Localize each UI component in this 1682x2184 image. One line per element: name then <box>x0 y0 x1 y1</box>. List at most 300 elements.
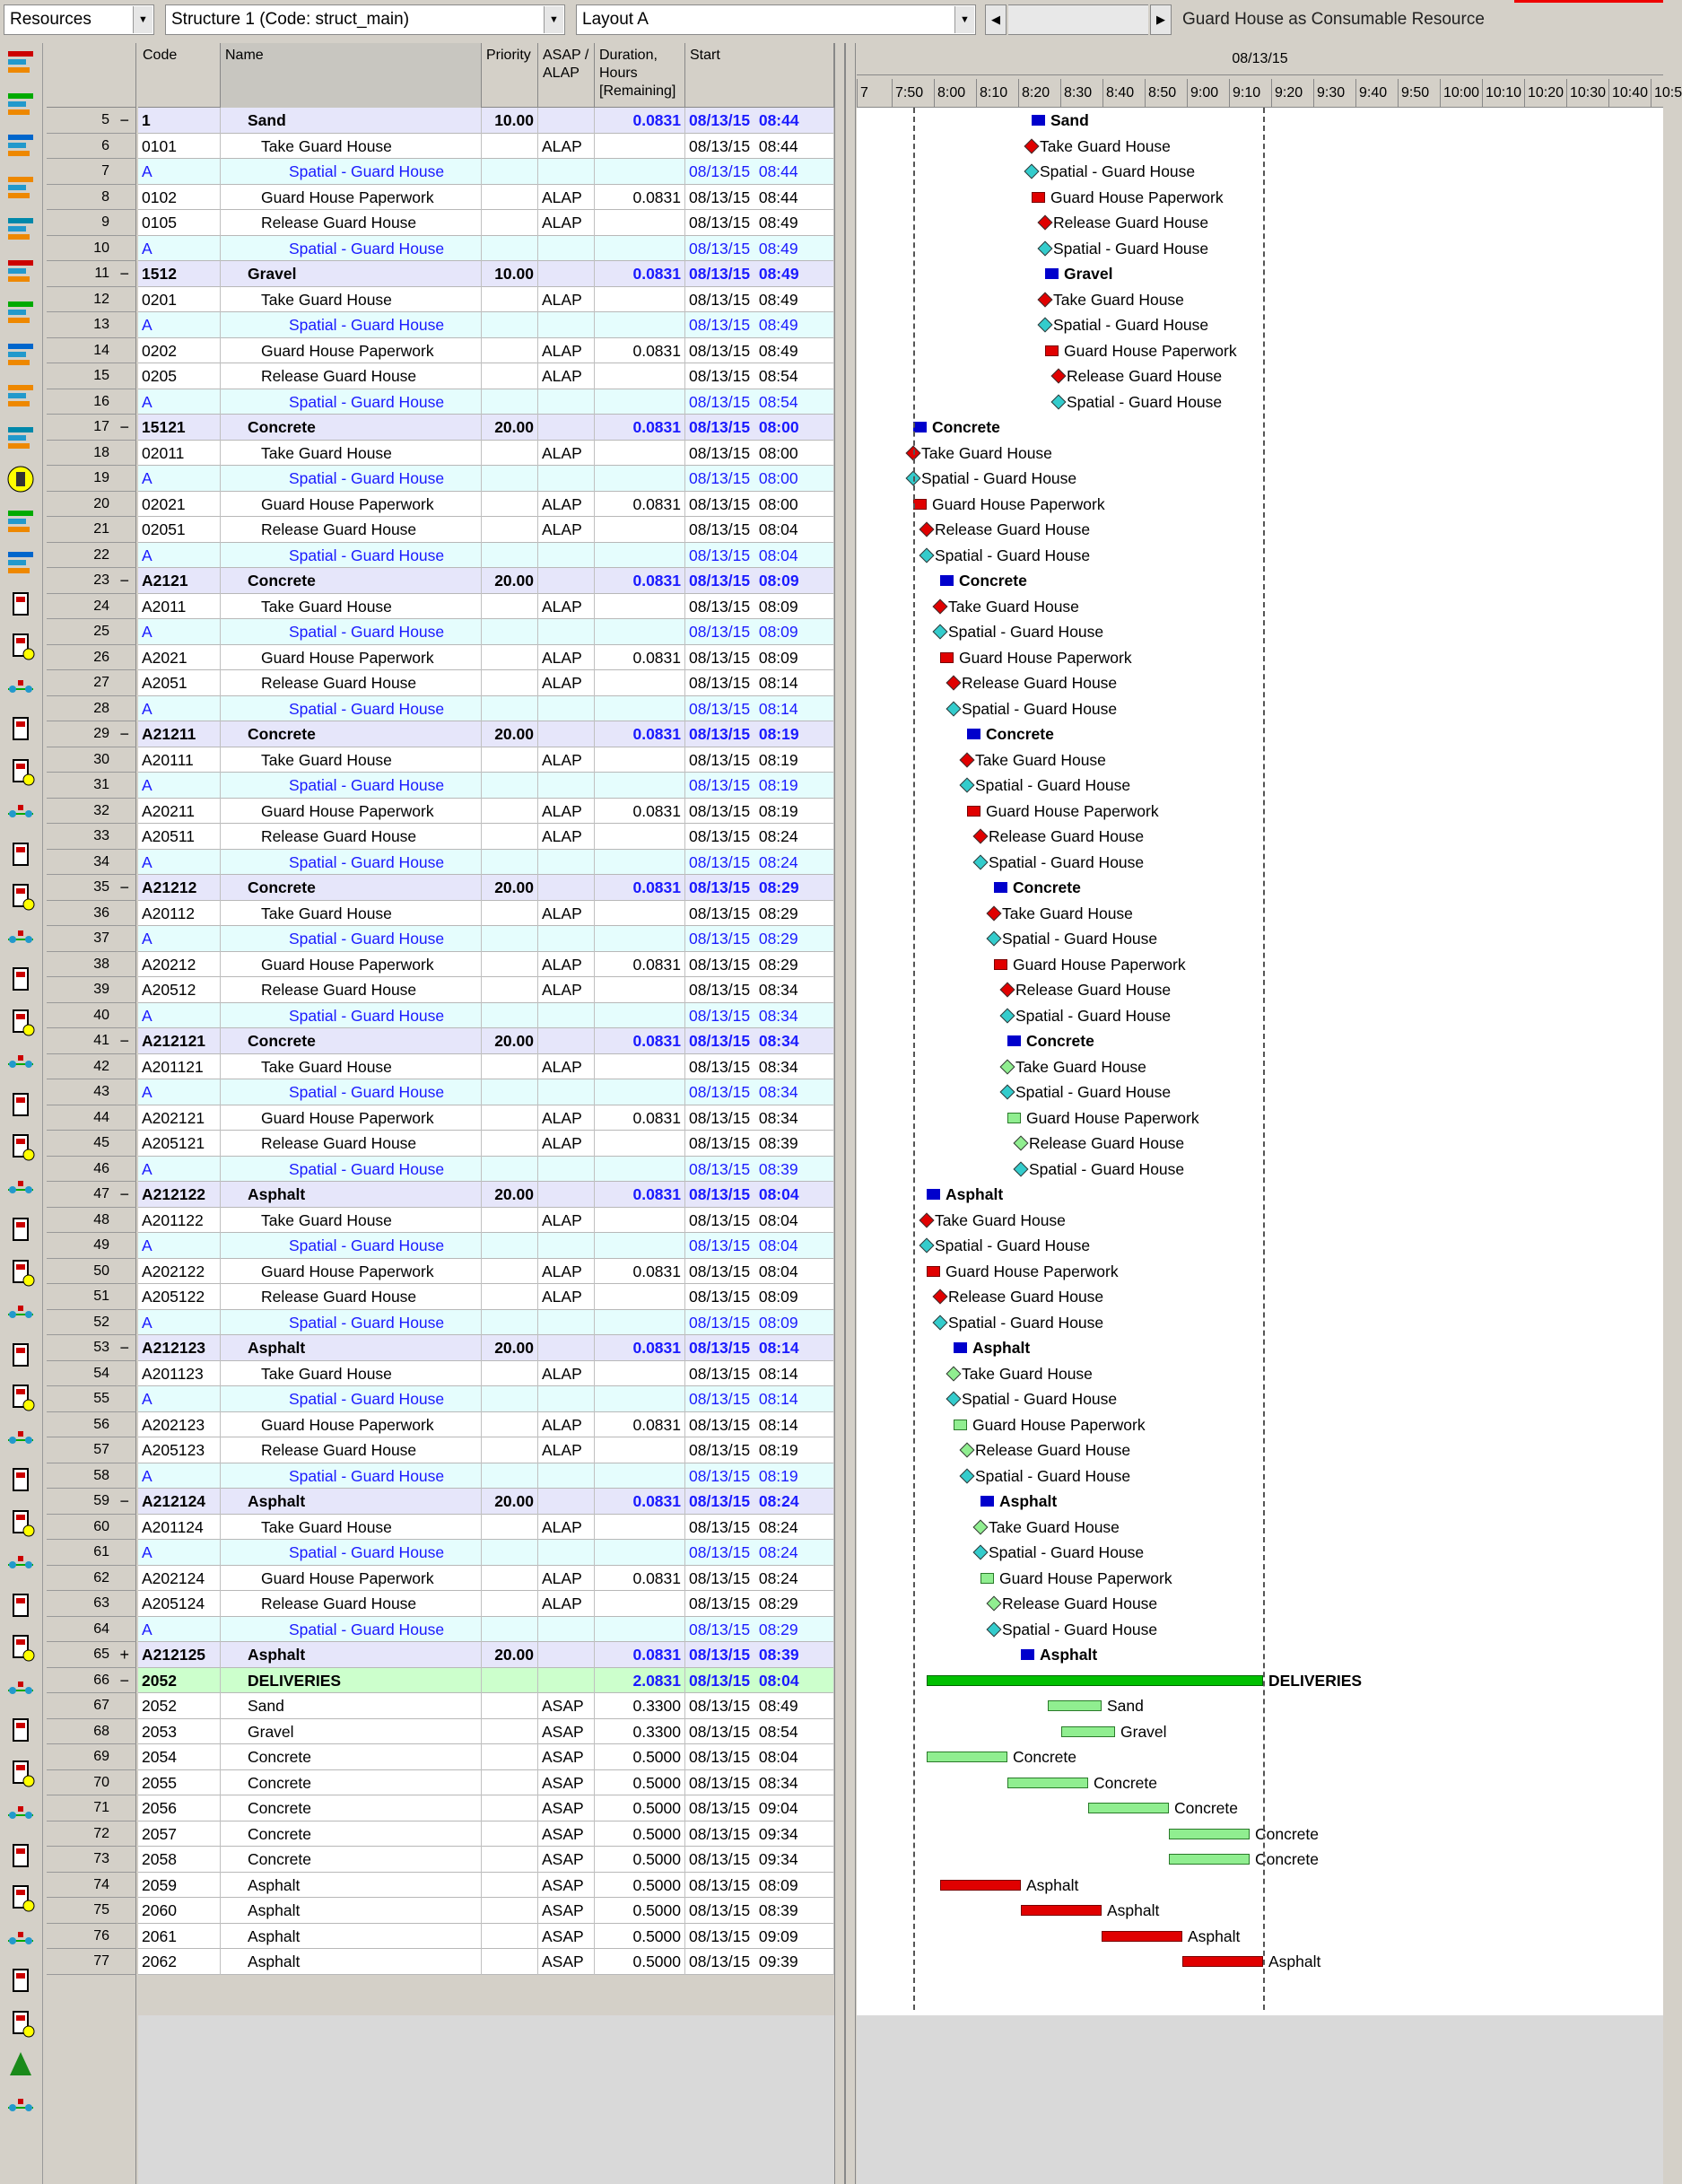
summary-row[interactable] <box>138 875 834 901</box>
summary-row[interactable] <box>138 108 834 134</box>
milestone-icon[interactable] <box>919 1212 935 1227</box>
layout-select[interactable] <box>576 4 976 35</box>
cell-priority <box>482 338 538 364</box>
chevron-down-icon[interactable]: ▼ <box>544 6 563 33</box>
row-number <box>47 1335 136 1361</box>
link-icon[interactable] <box>5 1298 36 1329</box>
task-bar[interactable] <box>967 806 980 817</box>
task-icon[interactable] <box>5 1966 36 1996</box>
link-icon[interactable] <box>5 1174 36 1204</box>
collapse-toggle[interactable]: − <box>119 725 129 743</box>
table-row[interactable] <box>138 1515 834 1541</box>
spatial-row[interactable] <box>138 773 834 799</box>
link-icon[interactable] <box>5 673 36 703</box>
task-clock-icon[interactable] <box>5 1382 36 1412</box>
gantt-label: Asphalt <box>1040 1646 1098 1664</box>
cell-priority <box>482 952 538 978</box>
task-icon[interactable] <box>5 1465 36 1496</box>
header-code[interactable]: Code <box>138 43 221 108</box>
task-clock-icon[interactable] <box>5 2008 36 2039</box>
cell-asap-alap: ALAP <box>538 1105 595 1131</box>
task-icon[interactable] <box>5 1841 36 1872</box>
summary-row[interactable] <box>138 1335 834 1361</box>
spatial-milestone-icon[interactable] <box>1000 1085 1015 1100</box>
table-row[interactable] <box>138 185 834 211</box>
spatial-milestone-icon[interactable] <box>973 1545 989 1560</box>
gantt-label: Spatial - Guard House <box>1067 392 1223 411</box>
milestone-icon[interactable] <box>1000 983 1015 998</box>
cell-duration: 0.0831 <box>595 875 685 901</box>
resource-level-icon[interactable] <box>5 172 36 203</box>
row-number <box>47 1566 136 1592</box>
summary-bar[interactable] <box>940 575 954 586</box>
milestone-icon[interactable] <box>1014 1136 1029 1151</box>
task-clock-icon[interactable] <box>5 1257 36 1288</box>
spatial-milestone-icon[interactable] <box>960 778 975 793</box>
resource-assign-icon[interactable] <box>5 130 36 161</box>
table-row[interactable] <box>138 824 834 850</box>
cell-duration <box>595 517 685 543</box>
cell-duration <box>595 1361 685 1387</box>
cell-name: Sand <box>221 1693 482 1719</box>
cell-asap-alap: ALAP <box>538 517 595 543</box>
cell-name: Spatial - Guard House <box>221 1003 482 1029</box>
row-number-value: 22 <box>93 546 109 563</box>
row-number-value: 7 <box>101 163 109 179</box>
cell-name: Release Guard House <box>221 363 482 389</box>
resource-add-icon[interactable] <box>5 423 36 453</box>
spatial-milestone-icon[interactable] <box>1024 164 1040 179</box>
row-number-value: 69 <box>93 1749 109 1764</box>
table-row[interactable] <box>138 1054 834 1080</box>
milestone-icon[interactable] <box>960 1443 975 1458</box>
spatial-row[interactable] <box>138 619 834 645</box>
resource-question-icon[interactable] <box>5 297 36 328</box>
gantt-label: Spatial - Guard House <box>962 1390 1118 1409</box>
header-duration[interactable]: Duration, Hours [Remaining] <box>595 43 685 108</box>
summary-bar[interactable] <box>1032 115 1045 126</box>
spatial-milestone-icon[interactable] <box>960 1468 975 1483</box>
resource-tree-icon[interactable] <box>5 47 36 77</box>
spatial-milestone-icon[interactable] <box>973 854 989 869</box>
header-priority[interactable]: Priority <box>482 43 538 108</box>
cell-asap-alap: ASAP <box>538 1847 595 1873</box>
gantt-label: Guard House Paperwork <box>1026 1108 1199 1127</box>
milestone-icon[interactable] <box>973 829 989 844</box>
table-row[interactable] <box>138 1437 834 1463</box>
resource-group-icon[interactable] <box>5 339 36 370</box>
task-bar[interactable] <box>1169 1854 1250 1865</box>
task-icon[interactable] <box>5 590 36 620</box>
spatial-row[interactable] <box>138 1540 834 1566</box>
cell-priority: 10.00 <box>482 108 538 134</box>
table-row[interactable] <box>138 1693 834 1719</box>
link-icon[interactable] <box>5 1048 36 1079</box>
time-tick: 10:30 <box>1566 79 1606 108</box>
milestone-icon[interactable] <box>933 598 948 614</box>
spatial-milestone-icon[interactable] <box>987 931 1002 947</box>
link-icon[interactable] <box>5 1674 36 1705</box>
table-row[interactable] <box>138 338 834 364</box>
splitter[interactable] <box>834 43 856 2184</box>
row-number <box>47 1617 136 1643</box>
task-clock-icon[interactable] <box>5 881 36 912</box>
resource-list-icon[interactable] <box>5 214 36 244</box>
table-row[interactable] <box>138 1259 834 1285</box>
link-icon[interactable] <box>5 1925 36 1955</box>
summary-row[interactable] <box>138 415 834 441</box>
table-row[interactable] <box>138 1412 834 1438</box>
filter-icon[interactable] <box>5 464 36 494</box>
table-row[interactable] <box>138 645 834 671</box>
gantt-label: Take Guard House <box>989 1517 1120 1536</box>
summary-bar[interactable] <box>967 729 980 739</box>
summary-row[interactable] <box>138 1642 834 1668</box>
cell-start: 08/13/15 08:39 <box>685 1157 834 1183</box>
link-icon[interactable] <box>5 1549 36 1579</box>
task-icon[interactable] <box>5 965 36 995</box>
table-row[interactable] <box>138 1821 834 1848</box>
task-bar[interactable] <box>1021 1905 1102 1916</box>
milestone-icon[interactable] <box>973 1519 989 1534</box>
horizontal-scroll-track[interactable] <box>1008 4 1148 35</box>
summary-row[interactable] <box>138 721 834 747</box>
gantt-label: Concrete <box>959 572 1027 590</box>
spatial-row[interactable] <box>138 389 834 415</box>
cell-start: 08/13/15 08:04 <box>685 543 834 569</box>
task-clock-icon[interactable] <box>5 1758 36 1788</box>
link-icon[interactable] <box>5 1424 36 1455</box>
task-bar[interactable] <box>1088 1803 1169 1813</box>
table-row[interactable] <box>138 1566 834 1592</box>
table-row[interactable] <box>138 134 834 160</box>
milestone-icon[interactable] <box>1000 1059 1015 1074</box>
header-name[interactable]: Name <box>221 43 482 108</box>
cell-name: Spatial - Guard House <box>221 1079 482 1105</box>
cell-duration <box>595 389 685 415</box>
table-row[interactable] <box>138 1847 834 1873</box>
spatial-row[interactable] <box>138 926 834 952</box>
cell-priority <box>482 1795 538 1821</box>
milestone-icon[interactable] <box>987 1596 1002 1612</box>
gantt-label: Spatial - Guard House <box>989 1543 1145 1562</box>
structure-select[interactable] <box>165 4 565 35</box>
expand-toggle[interactable]: + <box>119 1646 129 1664</box>
row-number-value: 34 <box>93 853 109 869</box>
cell-asap-alap: ALAP <box>538 1208 595 1234</box>
row-number <box>47 1540 136 1566</box>
collapse-toggle[interactable]: − <box>119 878 129 896</box>
spatial-milestone-icon[interactable] <box>987 1621 1002 1637</box>
chevron-down-icon[interactable]: ▼ <box>954 6 974 33</box>
table-row[interactable] <box>138 441 834 467</box>
row-number <box>47 1003 136 1029</box>
scroll-left-button[interactable] <box>985 4 1007 35</box>
collapse-toggle[interactable]: − <box>119 1492 129 1510</box>
cell-duration: 0.5000 <box>595 1795 685 1821</box>
summary-bar[interactable] <box>927 1189 940 1200</box>
task-clock-icon[interactable] <box>5 1507 36 1538</box>
spatial-row[interactable] <box>138 1617 834 1643</box>
task-icon[interactable] <box>5 714 36 745</box>
task-icon[interactable] <box>5 1591 36 1621</box>
gantt-label: Take Guard House <box>921 443 1052 462</box>
cell-duration <box>595 1386 685 1412</box>
cell-priority <box>482 1515 538 1541</box>
table-row[interactable] <box>138 1949 834 1975</box>
table-row[interactable] <box>138 1770 834 1796</box>
cell-start: 08/13/15 08:14 <box>685 1386 834 1412</box>
table-row[interactable] <box>138 1924 834 1950</box>
collapse-toggle[interactable]: − <box>119 265 129 283</box>
row-number <box>47 517 136 543</box>
cell-asap-alap <box>538 466 595 492</box>
collapse-toggle[interactable]: − <box>119 1671 129 1690</box>
task-bar[interactable] <box>927 1266 940 1277</box>
table-row[interactable] <box>138 517 834 543</box>
spatial-milestone-icon[interactable] <box>1038 318 1053 333</box>
cell-priority: 20.00 <box>482 568 538 594</box>
gantt-label: Concrete <box>1255 1850 1320 1869</box>
milestone-icon[interactable] <box>987 905 1002 921</box>
task-icon[interactable] <box>5 1090 36 1121</box>
spatial-row[interactable] <box>138 312 834 338</box>
task-bar[interactable] <box>927 1752 1007 1762</box>
summary-row[interactable] <box>138 1028 834 1054</box>
link-icon[interactable] <box>5 798 36 828</box>
link-icon[interactable] <box>5 923 36 954</box>
task-bar[interactable] <box>1169 1829 1250 1839</box>
table-row[interactable] <box>138 670 834 696</box>
spatial-milestone-icon[interactable] <box>1038 240 1053 256</box>
milestone-icon[interactable] <box>946 1366 962 1381</box>
table-row[interactable] <box>138 1284 834 1310</box>
cell-duration <box>595 441 685 467</box>
spatial-row[interactable] <box>138 236 834 262</box>
table-row[interactable] <box>138 492 834 518</box>
gantt-label: Release Guard House <box>962 674 1118 693</box>
cell-start: 08/13/15 08:04 <box>685 1668 834 1694</box>
cell-name: Release Guard House <box>221 824 482 850</box>
summary-row[interactable] <box>138 1489 834 1515</box>
cell-priority: 10.00 <box>482 261 538 287</box>
table-row[interactable] <box>138 1361 834 1387</box>
table-row[interactable] <box>138 747 834 773</box>
gantt-chart <box>857 43 1682 2184</box>
table-row[interactable] <box>138 952 834 978</box>
cell-name: Spatial - Guard House <box>221 926 482 952</box>
milestone-icon[interactable] <box>946 676 962 691</box>
cell-priority <box>482 670 538 696</box>
table-row[interactable] <box>138 1105 834 1131</box>
cell-start: 08/13/15 08:24 <box>685 824 834 850</box>
spatial-milestone-icon[interactable] <box>946 701 962 716</box>
milestone-icon[interactable] <box>1038 292 1053 307</box>
time-tick: 9:30 <box>1313 79 1345 108</box>
table-row[interactable] <box>138 977 834 1003</box>
summary-bar[interactable] <box>913 422 927 432</box>
task-bar[interactable] <box>940 652 954 663</box>
row-number <box>47 312 136 338</box>
row-number-value: 46 <box>93 1160 109 1176</box>
deliveries-row[interactable] <box>138 1668 834 1694</box>
chevron-down-icon[interactable]: ▼ <box>133 6 153 33</box>
task-icon[interactable] <box>5 1716 36 1746</box>
table-row[interactable] <box>138 210 834 236</box>
spatial-milestone-icon[interactable] <box>919 1238 935 1254</box>
cell-start: 08/13/15 08:09 <box>685 619 834 645</box>
spatial-milestone-icon[interactable] <box>1051 394 1067 409</box>
task-bar[interactable] <box>940 1880 1021 1891</box>
cell-start: 08/13/15 08:44 <box>685 134 834 160</box>
row-number <box>47 389 136 415</box>
task-clock-icon[interactable] <box>5 631 36 661</box>
task-bar[interactable] <box>1182 1956 1263 1967</box>
spatial-row[interactable] <box>138 466 834 492</box>
cell-priority <box>482 1259 538 1285</box>
spatial-row[interactable] <box>138 159 834 185</box>
cell-start: 08/13/15 08:34 <box>685 1054 834 1080</box>
header-start[interactable]: Start <box>685 43 834 108</box>
summary-bar[interactable] <box>954 1342 967 1353</box>
spatial-row[interactable] <box>138 1310 834 1336</box>
summary-bar[interactable] <box>1045 268 1059 279</box>
milestone-icon[interactable] <box>960 752 975 767</box>
table-row[interactable] <box>138 1719 834 1745</box>
collapse-toggle[interactable]: − <box>119 418 129 436</box>
spatial-row[interactable] <box>138 696 834 722</box>
cell-duration: 0.0831 <box>595 568 685 594</box>
row-number-value: 13 <box>93 317 109 332</box>
summary-bar[interactable] <box>1007 1035 1021 1046</box>
spatial-milestone-icon[interactable] <box>946 1392 962 1407</box>
task-clock-icon[interactable] <box>5 1632 36 1663</box>
task-bar[interactable] <box>1032 192 1045 203</box>
table-row[interactable] <box>138 287 834 313</box>
cell-asap-alap: ASAP <box>538 1719 595 1745</box>
collapse-toggle[interactable]: − <box>119 1339 129 1357</box>
cost-icon[interactable] <box>5 547 36 578</box>
table-row[interactable] <box>138 1591 834 1617</box>
spatial-row[interactable] <box>138 1003 834 1029</box>
collapse-toggle[interactable]: − <box>119 111 129 129</box>
cell-start: 08/13/15 08:49 <box>685 210 834 236</box>
milestone-icon[interactable] <box>1024 138 1040 153</box>
task-bar[interactable] <box>1102 1931 1182 1942</box>
row-number <box>47 1208 136 1234</box>
calendar-map-icon[interactable] <box>5 380 36 411</box>
task-bar[interactable] <box>1048 1700 1102 1711</box>
cell-duration: 0.0831 <box>595 1028 685 1054</box>
task-clock-icon[interactable] <box>5 1007 36 1037</box>
spatial-milestone-icon[interactable] <box>919 547 935 563</box>
task-clock-icon[interactable] <box>5 1883 36 1913</box>
summary-row[interactable] <box>138 261 834 287</box>
deliveries-bar[interactable] <box>927 1675 1263 1686</box>
cell-name: Guard House Paperwork <box>221 799 482 825</box>
collapse-toggle[interactable]: − <box>119 1185 129 1203</box>
task-icon[interactable] <box>5 1341 36 1371</box>
cell-start: 08/13/15 08:00 <box>685 441 834 467</box>
task-bar[interactable] <box>913 499 927 510</box>
row-number-value: 65 <box>93 1647 109 1662</box>
cell-asap-alap <box>538 1310 595 1336</box>
spatial-milestone-icon[interactable] <box>1014 1161 1029 1176</box>
spatial-row[interactable] <box>138 850 834 876</box>
table-row[interactable] <box>138 1795 834 1821</box>
table-row[interactable] <box>138 363 834 389</box>
link-icon[interactable] <box>5 1799 36 1830</box>
milestone-icon[interactable] <box>933 1289 948 1305</box>
collapse-toggle[interactable]: − <box>119 572 129 590</box>
table-row[interactable] <box>138 1898 834 1924</box>
cell-duration: 0.0831 <box>595 1489 685 1515</box>
task-bar[interactable] <box>1007 1113 1021 1123</box>
table-row[interactable] <box>138 1744 834 1770</box>
resource-hammer-icon[interactable] <box>5 506 36 537</box>
summary-row[interactable] <box>138 568 834 594</box>
scroll-right-button[interactable] <box>1150 4 1172 35</box>
cell-code: A <box>138 1617 221 1643</box>
spatial-row[interactable] <box>138 1079 834 1105</box>
table-row[interactable] <box>138 1873 834 1899</box>
view-select[interactable] <box>4 4 154 35</box>
spatial-row[interactable] <box>138 1463 834 1489</box>
task-clock-icon[interactable] <box>5 756 36 787</box>
resource-cost-icon[interactable] <box>5 256 36 286</box>
cell-code: A20112 <box>138 901 221 927</box>
summary-bar[interactable] <box>1021 1649 1034 1660</box>
header-asap-alap[interactable]: ASAP / ALAP <box>538 43 595 108</box>
task-bar[interactable] <box>954 1420 967 1430</box>
link-icon[interactable] <box>5 2092 36 2122</box>
task-icon[interactable] <box>5 840 36 870</box>
collapse-toggle[interactable]: − <box>119 1032 129 1050</box>
summary-bar[interactable] <box>980 1496 994 1507</box>
summary-bar[interactable] <box>994 882 1007 893</box>
task-icon[interactable] <box>5 1215 36 1245</box>
table-row[interactable] <box>138 901 834 927</box>
task-bar[interactable] <box>1007 1778 1088 1788</box>
table-row[interactable] <box>138 1131 834 1157</box>
spatial-milestone-icon[interactable] <box>1000 1008 1015 1023</box>
task-bar[interactable] <box>1061 1726 1115 1737</box>
spatial-row[interactable] <box>138 1157 834 1183</box>
table-row[interactable] <box>138 594 834 620</box>
milestone-icon[interactable] <box>1038 215 1053 231</box>
spatial-milestone-icon[interactable] <box>933 1315 948 1330</box>
tree-icon[interactable] <box>5 2049 36 2080</box>
table-row[interactable] <box>138 1208 834 1234</box>
row-number-value: 23 <box>93 572 109 588</box>
table-row[interactable] <box>138 799 834 825</box>
cell-name: Asphalt <box>221 1924 482 1950</box>
spatial-milestone-icon[interactable] <box>933 625 948 640</box>
task-bar[interactable] <box>994 959 1007 970</box>
spatial-row[interactable] <box>138 1233 834 1259</box>
task-bar[interactable] <box>980 1573 994 1584</box>
summary-row[interactable] <box>138 1182 834 1208</box>
task-bar[interactable] <box>1045 345 1059 356</box>
bar-style-icon[interactable] <box>5 89 36 119</box>
row-number <box>47 952 136 978</box>
cell-start: 08/13/15 08:39 <box>685 1642 834 1668</box>
task-clock-icon[interactable] <box>5 1131 36 1162</box>
milestone-icon[interactable] <box>1051 369 1067 384</box>
milestone-icon[interactable] <box>919 522 935 537</box>
spatial-row[interactable] <box>138 1386 834 1412</box>
spatial-row[interactable] <box>138 543 834 569</box>
